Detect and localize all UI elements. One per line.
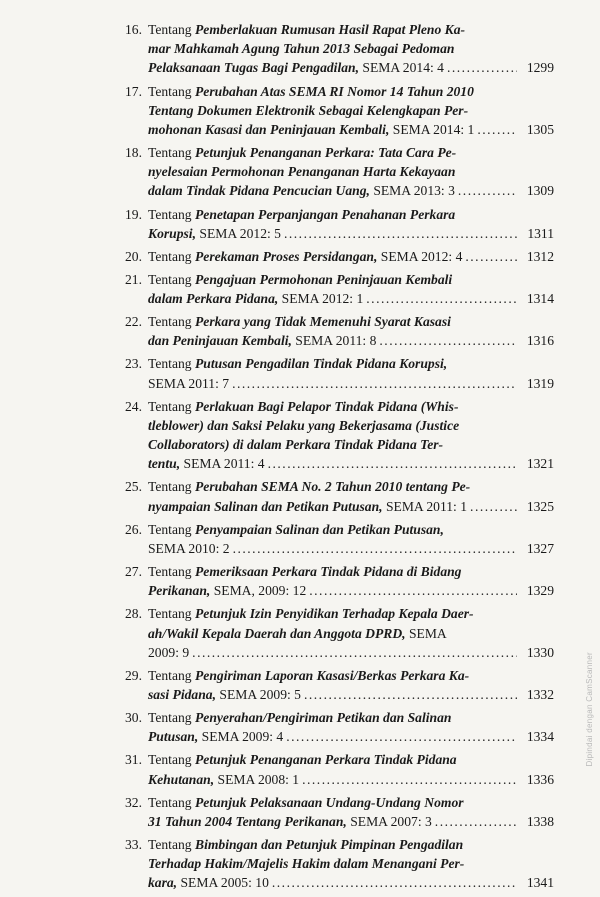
entry-last-text bbox=[148, 685, 301, 704]
entry-last-line bbox=[148, 539, 554, 558]
toc-entry bbox=[118, 666, 554, 704]
entry-last-line bbox=[148, 643, 554, 662]
entry-text-segment: SEMA 2009: 4 bbox=[198, 729, 284, 745]
entry-title-segment: Pengiriman Laporan Kasasi/Berkas Perkara Ka- bbox=[195, 667, 470, 683]
entry-title-segment: Pengajuan Permohonan Peninjauan Kembali bbox=[195, 271, 453, 287]
page-number: 1338 bbox=[526, 813, 554, 829]
page-number: 1314 bbox=[526, 291, 554, 307]
dot-leader bbox=[232, 374, 517, 393]
entry-text-segment: Tentang bbox=[148, 356, 195, 372]
entry-text-segment: SEMA 2011: 7 bbox=[148, 375, 230, 391]
entry-title-segment: dalam Tindak Pidana Pencucian Uang, bbox=[148, 183, 370, 199]
entry-last-text bbox=[148, 727, 283, 746]
toc-entry bbox=[118, 20, 554, 78]
dot-leader bbox=[458, 181, 517, 200]
entry-last-line bbox=[148, 120, 554, 139]
dot-leader bbox=[470, 497, 517, 516]
entry-number: 17. bbox=[125, 83, 142, 99]
entry-title-segment: Petunjuk Penanganan Perkara Tindak Pidana bbox=[195, 752, 457, 768]
toc-entry bbox=[118, 750, 554, 788]
entry-text-segment: Tentang bbox=[148, 22, 195, 37]
dot-leader bbox=[465, 247, 517, 266]
entry-title-segment: Collaborators) di dalam Perkara Tindak Pidana Ter- bbox=[148, 437, 444, 453]
entry-number: 26. bbox=[125, 521, 142, 537]
entry-last-line bbox=[148, 331, 554, 350]
entry-number: 22. bbox=[125, 314, 142, 330]
dot-leader bbox=[435, 812, 517, 831]
table-of-contents bbox=[118, 20, 554, 897]
page-number: 1305 bbox=[526, 121, 554, 137]
entry-last-line bbox=[148, 289, 554, 308]
entry-title-segment: Penyerahan/Pengiriman Petikan dan Salinan bbox=[195, 710, 452, 726]
entry-last-text bbox=[148, 331, 376, 350]
entry-text-segment: Tentang bbox=[148, 521, 195, 537]
entry-last-text bbox=[148, 497, 467, 516]
entry-text-segment: Tentang bbox=[148, 248, 195, 264]
page-number: 1332 bbox=[526, 687, 554, 703]
entry-title-segment: Petunjuk Izin Penyidikan Terhadap Kepala Daer- bbox=[195, 606, 474, 622]
entry-number: 33. bbox=[125, 837, 142, 853]
entry-text-line bbox=[148, 143, 554, 162]
entry-number: 28. bbox=[125, 606, 142, 622]
entry-text-segment: SEMA bbox=[405, 625, 447, 641]
entry-title-segment: Penyampaian Salinan dan Petikan Putusan, bbox=[195, 521, 444, 537]
dot-leader bbox=[272, 873, 517, 892]
entry-text-line bbox=[148, 312, 554, 331]
toc-entry bbox=[118, 397, 554, 474]
entry-text-line bbox=[148, 477, 554, 496]
entry-text-line bbox=[148, 39, 554, 58]
dot-leader bbox=[477, 120, 517, 139]
entry-title-segment: Perlakuan Bagi Pelapor Tindak Pidana (Whis- bbox=[195, 398, 459, 414]
entry-title-segment: 31 Tahun 2004 Tentang Perikanan, bbox=[148, 813, 347, 829]
entry-number: 19. bbox=[125, 206, 142, 222]
entry-text-segment: Tentang bbox=[148, 564, 195, 580]
entry-number: 31. bbox=[125, 752, 142, 768]
entry-title-segment: sasi Pidana, bbox=[148, 687, 216, 703]
entry-title-segment: Terhadap Hakim/Majelis Hakim dalam Menangani Per- bbox=[148, 856, 465, 872]
entry-title-segment: Putusan Pengadilan Tindak Pidana Korupsi, bbox=[195, 356, 448, 372]
entry-text-segment: SEMA, 2009: 12 bbox=[210, 583, 307, 599]
entry-title-segment: Perubahan SEMA No. 2 Tahun 2010 tentang Pe- bbox=[195, 479, 471, 495]
toc-entry bbox=[118, 82, 554, 140]
entry-title-segment: Kehutanan, bbox=[148, 771, 215, 787]
entry-number: 21. bbox=[125, 271, 142, 287]
entry-number: 16. bbox=[125, 22, 142, 37]
entry-title-segment: mohonan Kasasi dan Peninjauan Kembali, bbox=[148, 121, 390, 137]
entry-number: 29. bbox=[125, 667, 142, 683]
entry-text-line bbox=[148, 270, 554, 289]
entry-text-segment: SEMA 2012: 1 bbox=[278, 291, 364, 307]
page-number: 1321 bbox=[526, 456, 554, 472]
entry-text-line bbox=[148, 82, 554, 101]
entry-text-segment: SEMA 2011: 8 bbox=[291, 333, 377, 349]
entry-number: 20. bbox=[125, 248, 142, 264]
entry-text-segment: Tentang bbox=[148, 710, 195, 726]
entry-title-segment: Petunjuk Penanganan Perkara: Tata Cara Pe- bbox=[195, 145, 457, 160]
toc-entry bbox=[118, 143, 554, 201]
page-number: 1325 bbox=[526, 498, 554, 514]
entry-last-text bbox=[148, 873, 269, 892]
entry-text-segment: Tentang bbox=[148, 837, 195, 853]
toc-entry bbox=[118, 793, 554, 831]
page-number: 1329 bbox=[526, 583, 554, 599]
entry-text-segment: SEMA 2011: 4 bbox=[180, 456, 265, 472]
scanner-watermark: Dipindai dengan CamScanner bbox=[585, 652, 594, 767]
entry-last-line bbox=[148, 247, 554, 266]
entry-last-line bbox=[148, 58, 554, 77]
entry-title-segment: nyampaian Salinan dan Petikan Putusan, bbox=[148, 498, 383, 514]
entry-title-segment: Putusan, bbox=[148, 729, 199, 745]
dot-leader bbox=[286, 727, 517, 746]
toc-entry bbox=[118, 270, 554, 308]
entry-text-line bbox=[148, 854, 554, 873]
entry-number: 25. bbox=[125, 479, 142, 495]
entry-text-segment: Tentang bbox=[148, 206, 195, 222]
entry-last-text bbox=[148, 181, 455, 200]
dot-leader bbox=[302, 770, 517, 789]
dot-leader bbox=[233, 539, 517, 558]
toc-entry bbox=[118, 708, 554, 746]
entry-last-line bbox=[148, 374, 554, 393]
dot-leader bbox=[447, 58, 517, 77]
entry-number: 23. bbox=[125, 356, 142, 372]
entry-last-line bbox=[148, 454, 554, 473]
entry-title-segment: Korupsi, bbox=[148, 225, 196, 241]
entry-title-segment: Penetapan Perpanjangan Penahanan Perkara bbox=[195, 206, 456, 222]
entry-text-line bbox=[148, 101, 554, 120]
entry-last-line bbox=[148, 770, 554, 789]
entry-text-line bbox=[148, 20, 554, 39]
dot-leader bbox=[379, 331, 517, 350]
entry-text-line bbox=[148, 435, 554, 454]
toc-entry bbox=[118, 477, 554, 515]
entry-last-text bbox=[148, 374, 229, 393]
toc-entry bbox=[118, 205, 554, 243]
entry-text-line bbox=[148, 205, 554, 224]
page-number: 1327 bbox=[526, 540, 554, 556]
entry-last-text bbox=[148, 454, 265, 473]
entry-last-text bbox=[148, 770, 299, 789]
entry-title-segment: mar Mahkamah Agung Tahun 2013 Sebagai Pedoman bbox=[148, 41, 455, 57]
page-number: 1312 bbox=[526, 248, 554, 264]
entry-last-line bbox=[148, 727, 554, 746]
entry-text-line bbox=[148, 604, 554, 623]
entry-last-line bbox=[148, 181, 554, 200]
entry-number: 30. bbox=[125, 710, 142, 726]
entry-text-segment: SEMA 2012: 5 bbox=[195, 225, 281, 241]
entry-text-line bbox=[148, 162, 554, 181]
entry-title-segment: Perkara yang Tidak Memenuhi Syarat Kasasi bbox=[195, 314, 451, 330]
page-number: 1319 bbox=[526, 375, 554, 391]
entry-text-line bbox=[148, 397, 554, 416]
entry-text-line bbox=[148, 520, 554, 539]
entry-text-segment: Tentang bbox=[148, 667, 195, 683]
entry-text-segment: SEMA 2013: 3 bbox=[369, 183, 455, 199]
toc-entry bbox=[118, 835, 554, 893]
page-number: 1309 bbox=[526, 183, 554, 199]
entry-last-text bbox=[148, 581, 306, 600]
entry-last-text bbox=[148, 643, 189, 662]
toc-entry bbox=[118, 562, 554, 600]
entry-number: 27. bbox=[125, 564, 142, 580]
entry-last-text bbox=[148, 58, 444, 77]
entry-last-line bbox=[148, 224, 554, 243]
entry-text-line bbox=[148, 835, 554, 854]
entry-title-segment: nyelesaian Permohonan Penanganan Harta Kekayaan bbox=[148, 164, 456, 180]
entry-text-segment: Tentang bbox=[148, 606, 195, 622]
entry-number: 24. bbox=[125, 398, 142, 414]
toc-entry bbox=[118, 520, 554, 558]
entry-title-segment: ah/Wakil Kepala Daerah dan Anggota DPRD, bbox=[148, 625, 406, 641]
entry-text-segment: Tentang bbox=[148, 794, 195, 810]
page-number: 1311 bbox=[527, 225, 554, 241]
entry-text-segment: 2009: 9 bbox=[148, 644, 190, 660]
toc-entry bbox=[118, 354, 554, 392]
entry-text-segment: SEMA 2014: 1 bbox=[389, 121, 475, 137]
entry-title-segment: Perekaman Proses Persidangan, bbox=[195, 248, 378, 264]
entry-title-segment: Pemeriksaan Perkara Tindak Pidana di Bidang bbox=[195, 564, 462, 580]
entry-title-segment: tleblower) dan Saksi Pelaku yang Bekerjasama (Justice bbox=[148, 417, 460, 433]
toc-entry bbox=[118, 604, 554, 662]
entry-text-line bbox=[148, 793, 554, 812]
entry-last-line bbox=[148, 497, 554, 516]
entry-last-line bbox=[148, 873, 554, 892]
entry-text-line bbox=[148, 666, 554, 685]
entry-text-segment: Tentang bbox=[148, 83, 195, 99]
entry-title-segment: Bimbingan dan Petunjuk Pimpinan Pengadilan bbox=[195, 837, 464, 853]
entry-title-segment: tentu, bbox=[148, 456, 181, 472]
entry-text-segment: SEMA 2005: 10 bbox=[177, 875, 269, 891]
entry-text-line bbox=[148, 624, 554, 643]
entry-text-segment: Tentang bbox=[148, 479, 195, 495]
entry-text-line bbox=[148, 416, 554, 435]
entry-text-segment: Tentang bbox=[148, 145, 195, 160]
entry-title-segment: dalam Perkara Pidana, bbox=[148, 291, 279, 307]
entry-title-segment: dan Peninjauan Kembali, bbox=[148, 333, 292, 349]
entry-text-segment: SEMA 2014: 4 bbox=[358, 60, 444, 76]
entry-text-line bbox=[148, 562, 554, 581]
dot-leader bbox=[366, 289, 517, 308]
page-number: 1330 bbox=[526, 644, 554, 660]
entry-text-segment: SEMA 2010: 2 bbox=[148, 540, 230, 556]
entry-text-line bbox=[148, 750, 554, 769]
dot-leader bbox=[309, 581, 517, 600]
entry-text-segment: SEMA 2011: 1 bbox=[382, 498, 468, 514]
entry-text-segment: Tentang bbox=[148, 271, 195, 287]
entry-text-segment: Tentang bbox=[148, 752, 195, 768]
entry-text-segment: Tentang bbox=[148, 398, 195, 414]
dot-leader bbox=[192, 643, 517, 662]
entry-last-text bbox=[148, 289, 363, 308]
entry-title-segment: Pemberlakuan Rumusan Hasil Rapat Pleno Ka- bbox=[195, 22, 466, 37]
entry-title-segment: Perubahan Atas SEMA RI Nomor 14 Tahun 2010 bbox=[195, 83, 474, 99]
toc-entry bbox=[118, 312, 554, 350]
entry-title-segment: Pelaksanaan Tugas Bagi Pengadilan, bbox=[148, 60, 359, 76]
entry-text-segment: SEMA 2012: 4 bbox=[377, 248, 463, 264]
page-number: 1336 bbox=[526, 771, 554, 787]
entry-last-line bbox=[148, 812, 554, 831]
entry-text-segment: SEMA 2007: 3 bbox=[346, 813, 432, 829]
entry-last-text bbox=[148, 224, 281, 243]
page-number: 1341 bbox=[526, 875, 554, 891]
page-number: 1299 bbox=[526, 60, 554, 76]
dot-leader bbox=[304, 685, 517, 704]
entry-title-segment: Perikanan, bbox=[148, 583, 211, 599]
entry-last-text bbox=[148, 120, 474, 139]
entry-text-segment: SEMA 2008: 1 bbox=[214, 771, 300, 787]
entry-title-segment: Petunjuk Pelaksanaan Undang-Undang Nomor bbox=[195, 794, 464, 810]
entry-text-segment: Tentang bbox=[148, 314, 195, 330]
entry-title-segment: Tentang Dokumen Elektronik Sebagai Kelengkapan Per- bbox=[148, 102, 469, 118]
entry-text-line bbox=[148, 708, 554, 727]
entry-number: 18. bbox=[125, 145, 142, 160]
entry-last-line bbox=[148, 685, 554, 704]
entry-last-text bbox=[148, 247, 462, 266]
entry-last-text bbox=[148, 539, 230, 558]
page-number: 1334 bbox=[526, 729, 554, 745]
entry-last-line bbox=[148, 581, 554, 600]
dot-leader bbox=[268, 454, 517, 473]
entry-last-text bbox=[148, 812, 432, 831]
entry-title-segment: kara, bbox=[148, 875, 178, 891]
entry-text-line bbox=[148, 354, 554, 373]
entry-text-segment: SEMA 2009: 5 bbox=[215, 687, 301, 703]
page-number: 1316 bbox=[526, 333, 554, 349]
dot-leader bbox=[284, 224, 517, 243]
entry-number: 32. bbox=[125, 794, 142, 810]
toc-entry bbox=[118, 247, 554, 266]
